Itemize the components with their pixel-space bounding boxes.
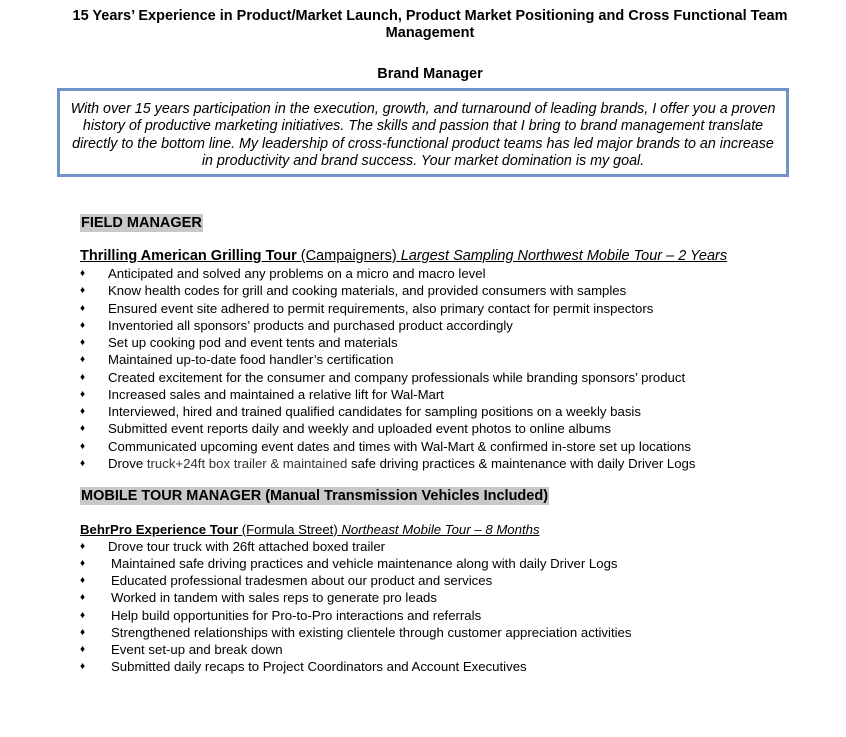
- bullet-text: Communicated upcoming event dates and times with Wal-Mart & confirmed in-store set up locations: [108, 438, 691, 454]
- list-item: [80, 589, 631, 606]
- list-item: [80, 300, 696, 317]
- list-item: [80, 572, 631, 589]
- diamond-bullet-icon: ♦: [80, 609, 86, 621]
- job-company: (Formula Street): [241, 522, 338, 537]
- diamond-bullet-icon: ♦: [80, 643, 86, 655]
- bullet-text: Know health codes for grill and cooking materials, and provided consumers with samples: [108, 283, 627, 299]
- diamond-bullet-icon: ♦: [80, 388, 86, 400]
- list-item: [80, 282, 696, 299]
- bullet-text: Submitted daily recaps to Project Coordinators and Account Executives: [111, 658, 527, 674]
- summary-box: [57, 88, 789, 177]
- role-title: Brand Manager: [377, 66, 483, 82]
- list-item: [80, 420, 696, 437]
- bullet-text: Educated professional tradesmen about our product and services: [111, 573, 493, 589]
- diamond-bullet-icon: ♦: [80, 660, 86, 672]
- list-item: [80, 334, 696, 351]
- list-item: [80, 455, 696, 472]
- bullet-text: Interviewed, hired and trained qualified candidates for sampling positions on a weekly basis: [108, 404, 641, 419]
- job-name: BehrPro Experience Tour: [80, 522, 239, 537]
- bullet-text-part: safe driving practices & maintenance with daily Driver Logs: [347, 455, 696, 471]
- bullet-text: Strengthened relationships with existing clientele through customer appreciation activities: [111, 624, 632, 640]
- bullet-text: Submitted event reports daily and weekly and uploaded event photos to online albums: [108, 421, 611, 437]
- job-name: Thrilling American Grilling Tour: [80, 248, 297, 264]
- mobile-tour-bullets: [80, 538, 631, 675]
- list-item: [80, 403, 696, 420]
- diamond-bullet-icon: ♦: [80, 423, 86, 435]
- diamond-bullet-icon: ♦: [80, 337, 86, 348]
- bullet-text: Anticipated and solved any problems on a micro and macro level: [108, 266, 486, 281]
- diamond-bullet-icon: ♦: [80, 268, 86, 279]
- list-item: [80, 641, 631, 658]
- diamond-bullet-icon: ♦: [80, 406, 86, 417]
- diamond-bullet-icon: ♦: [80, 354, 86, 366]
- summary-text: With over 15 years participation in the execution, growth, and turnaround of leading brands, I offer you a proven history of productive marketing initiatives. The skills and passion that I bring to brand management translate directly to the bottom line. My leadership of cross-functional product teams has led major brands to an increase in productivity and brand success. Your market domination is my goal.: [70, 101, 776, 169]
- list-item: [80, 607, 631, 624]
- job-description: Northeast Mobile Tour – 8 Months: [341, 522, 540, 537]
- bullet-text: Help build opportunities for Pro-to-Pro interactions and referrals: [111, 607, 482, 623]
- diamond-bullet-icon: ♦: [80, 371, 86, 383]
- job-description: Largest Sampling Northwest Mobile Tour – 2 Years: [400, 248, 728, 264]
- bullet-text: Worked in tandem with sales reps to generate pro leads: [111, 590, 437, 606]
- list-item: [80, 386, 696, 403]
- bullet-text: Ensured event site adhered to permit requirements, also primary contact for permit inspectors: [108, 300, 654, 316]
- diamond-bullet-icon: ♦: [80, 626, 86, 638]
- list-item: [80, 538, 631, 555]
- list-item: [80, 624, 631, 641]
- bullet-text: Set up cooking pod and event tents and materials: [108, 335, 398, 350]
- diamond-bullet-icon: ♦: [80, 319, 86, 331]
- resume-headline: 15 Years’ Experience in Product/Market Launch, Product Market Positioning and Cross Functional Team Management: [72, 8, 788, 41]
- diamond-bullet-icon: ♦: [80, 302, 86, 314]
- bullet-text: Event set-up and break down: [111, 641, 283, 657]
- bullet-text: Created excitement for the consumer and company professionals while branding sponsors’ product: [108, 369, 686, 385]
- diamond-bullet-icon: ♦: [80, 440, 86, 452]
- diamond-bullet-icon: ♦: [80, 558, 86, 570]
- bullet-text: Increased sales and maintained a relative lift for Wal-Mart: [108, 386, 444, 402]
- diamond-bullet-icon: ♦: [80, 575, 86, 587]
- list-item: [80, 555, 631, 572]
- bullet-text: Maintained up-to-date food handler’s certification: [108, 352, 394, 368]
- bullet-text-part: truck+24ft box trailer & maintained: [146, 455, 348, 471]
- list-item: [80, 265, 696, 282]
- list-item: [80, 438, 696, 455]
- bullet-text: Drove tour truck with 26ft attached boxed trailer: [108, 539, 386, 554]
- job-company: (Campaigners): [300, 248, 397, 264]
- job-title-line: [80, 522, 540, 537]
- section-heading-mobile-tour-manager: MOBILE TOUR MANAGER (Manual Transmission Vehicles Included): [81, 488, 549, 504]
- diamond-bullet-icon: ♦: [80, 592, 86, 604]
- list-item: [80, 351, 696, 368]
- diamond-bullet-icon: ♦: [80, 457, 86, 469]
- list-item: [80, 369, 696, 386]
- section-heading-field-manager: FIELD MANAGER: [81, 215, 202, 231]
- diamond-bullet-icon: ♦: [80, 285, 86, 297]
- list-item: [80, 658, 631, 675]
- bullet-text: Inventoried all sponsors’ products and purchased product accordingly: [108, 317, 513, 333]
- job-title-line: [80, 248, 727, 264]
- bullet-text: Maintained safe driving practices and vehicle maintenance along with daily Driver Logs: [111, 556, 618, 572]
- bullet-text-part: Drove: [108, 455, 147, 471]
- field-manager-bullets: [80, 265, 696, 472]
- diamond-bullet-icon: ♦: [80, 541, 86, 552]
- list-item: [80, 317, 696, 334]
